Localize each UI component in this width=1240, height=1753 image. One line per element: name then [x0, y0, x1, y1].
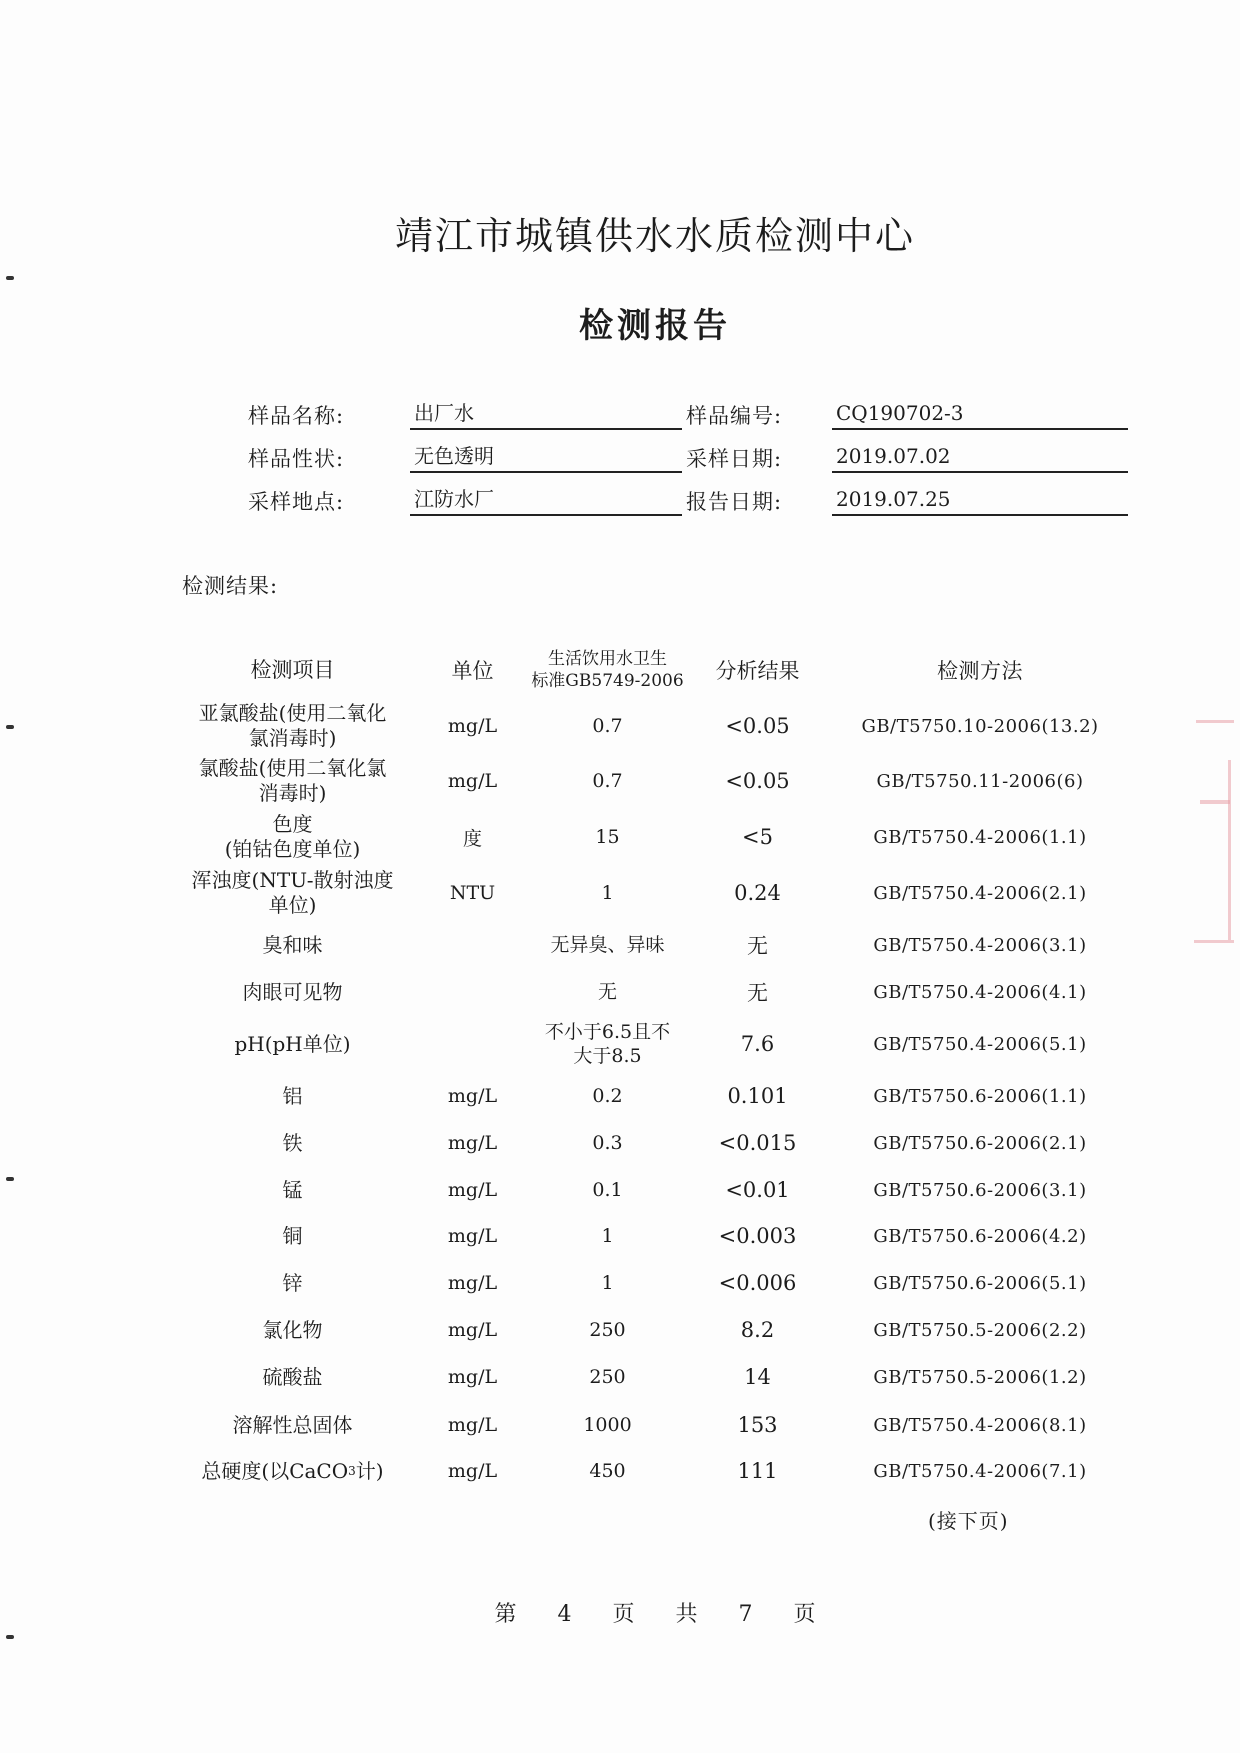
row-item-line2: 消毒时)	[258, 781, 327, 805]
page-word-2: 页	[612, 1602, 635, 1627]
row-item: 铁	[282, 1130, 303, 1155]
row-method: GB/T5750.5-2006(1.2)	[873, 1366, 1087, 1388]
row-method: GB/T5750.4-2006(8.1)	[873, 1414, 1087, 1436]
row-result: <0.003	[718, 1224, 797, 1248]
row-method: GB/T5750.4-2006(7.1)	[873, 1460, 1087, 1482]
row-item: 臭和味	[262, 932, 323, 957]
table-row	[0, 811, 1240, 863]
row-result: 无	[747, 934, 768, 958]
row-result: <0.05	[725, 714, 790, 738]
row-item: 肉眼可见物	[242, 979, 343, 1004]
row-item: 溶解性总固体	[232, 1412, 353, 1437]
row-standard: 0.7	[592, 770, 623, 792]
row-result: 7.6	[740, 1032, 775, 1056]
scan-mark	[6, 276, 14, 280]
row-item	[165, 811, 420, 863]
table-row	[0, 700, 1240, 752]
row-method: GB/T5750.4-2006(3.1)	[873, 934, 1087, 956]
row-standard: 1000	[583, 1414, 632, 1436]
row-item-line2: (铂钴色度单位)	[224, 837, 361, 861]
sample-id-label: 样品编号:	[686, 404, 783, 428]
row-result: <0.05	[725, 769, 790, 793]
row-standard-line2: 大于8.5	[573, 1045, 642, 1067]
page-word-4: 页	[793, 1602, 816, 1627]
sampling-date-value: 2019.07.02	[832, 443, 1128, 473]
table-row	[0, 1310, 1240, 1350]
row-item: 硫酸盐	[262, 1364, 323, 1389]
row-item-line2: 氯消毒时)	[248, 726, 337, 750]
current-page: 4	[557, 1602, 572, 1627]
table-row	[0, 755, 1240, 807]
row-unit	[420, 972, 525, 1012]
continued-note: (接下页)	[928, 1509, 1009, 1533]
row-result: 0.101	[727, 1084, 788, 1108]
scan-mark	[6, 725, 14, 729]
table-row	[0, 1263, 1240, 1303]
sample-name-value: 出厂水	[410, 400, 682, 430]
results-table-header	[0, 645, 1240, 695]
row-standard-line1: 不小于6.5且不	[544, 1021, 671, 1043]
row-item	[165, 1451, 420, 1491]
table-row	[0, 925, 1240, 965]
organization-title: 靖江市城镇供水水质检测中心	[394, 214, 915, 258]
row-method: GB/T5750.5-2006(2.2)	[873, 1319, 1087, 1341]
header-item: 检测项目	[250, 657, 335, 682]
seal-fragment	[1228, 760, 1231, 940]
seal-fragment	[1194, 940, 1234, 943]
row-method: GB/T5750.4-2006(1.1)	[873, 826, 1087, 848]
row-result: <5	[742, 825, 773, 849]
row-unit: mg/L	[447, 1179, 498, 1201]
row-item: pH(pH单位)	[234, 1031, 351, 1056]
sampling-date-label: 采样日期:	[686, 447, 783, 471]
row-item-line1: 氯酸盐(使用二氧化氯	[198, 756, 387, 780]
row-unit: mg/L	[447, 1132, 498, 1154]
row-unit: mg/L	[447, 715, 498, 737]
page-word-3: 共	[675, 1602, 698, 1627]
row-item-line1: 亚氯酸盐(使用二氧化	[198, 701, 387, 725]
header-standard	[525, 645, 690, 695]
row-method: GB/T5750.6-2006(5.1)	[873, 1272, 1087, 1294]
table-row	[0, 1451, 1240, 1491]
row-result: <0.01	[725, 1178, 790, 1202]
sample-name-label: 样品名称:	[248, 404, 345, 428]
row-standard: 0.2	[592, 1085, 623, 1107]
row-result: 14	[744, 1365, 771, 1389]
header-unit: 单位	[451, 659, 494, 683]
sample-appearance-label: 样品性状:	[248, 447, 345, 471]
row-standard: 无	[597, 981, 617, 1003]
row-standard: 250	[589, 1366, 626, 1388]
row-result: 153	[737, 1413, 778, 1437]
total-pages: 7	[738, 1602, 753, 1627]
table-row	[0, 1357, 1240, 1397]
header-result: 分析结果	[715, 659, 800, 683]
header-standard-line1: 生活饮用水卫生	[548, 649, 667, 669]
page-word-1: 第	[494, 1602, 517, 1627]
header-method: 检测方法	[937, 659, 1023, 683]
report-title: 检测报告	[579, 306, 731, 346]
report-date-label: 报告日期:	[686, 490, 783, 514]
row-unit: mg/L	[447, 1319, 498, 1341]
sampling-location-value: 江防水厂	[410, 486, 682, 516]
table-row	[0, 1017, 1240, 1071]
row-result: 0.24	[734, 881, 781, 905]
row-unit: mg/L	[447, 1272, 498, 1294]
sampling-location-label: 采样地点:	[248, 490, 345, 514]
sample-id-value: CQ190702-3	[832, 400, 1128, 430]
row-item: 锌	[282, 1270, 303, 1295]
row-unit	[420, 925, 525, 965]
row-result: <0.015	[718, 1131, 797, 1155]
table-row	[0, 867, 1240, 919]
row-item: 铜	[282, 1223, 303, 1248]
row-standard: 1	[601, 882, 614, 904]
row-result: 8.2	[740, 1318, 775, 1342]
row-standard: 1	[601, 1272, 614, 1294]
row-method: GB/T5750.6-2006(3.1)	[873, 1179, 1087, 1201]
row-standard: 250	[589, 1319, 626, 1341]
table-row	[0, 1216, 1240, 1256]
row-method: GB/T5750.4-2006(4.1)	[873, 981, 1087, 1003]
row-standard: 无异臭、异味	[550, 934, 665, 956]
row-unit: NTU	[449, 882, 496, 904]
row-unit: mg/L	[447, 1085, 498, 1107]
page-number	[0, 1597, 1240, 1628]
table-row	[0, 1076, 1240, 1116]
row-item: 锰	[282, 1177, 303, 1202]
scan-mark	[6, 1177, 14, 1181]
row-standard: 450	[589, 1460, 626, 1482]
row-result: <0.006	[718, 1271, 797, 1295]
row-method: GB/T5750.11-2006(6)	[876, 770, 1084, 792]
sample-appearance-value: 无色透明	[410, 443, 682, 473]
row-standard: 0.1	[592, 1179, 623, 1201]
report-date-value: 2019.07.25	[832, 486, 1128, 516]
row-item: 氯化物	[262, 1317, 323, 1342]
row-standard: 0.3	[592, 1132, 623, 1154]
row-method: GB/T5750.6-2006(2.1)	[873, 1132, 1087, 1154]
row-item-suffix: 计)	[355, 1458, 384, 1483]
row-item-line2: 单位)	[268, 893, 317, 917]
results-section-label: 检测结果:	[182, 574, 279, 598]
row-method: GB/T5750.6-2006(4.2)	[873, 1225, 1087, 1247]
seal-fragment	[1200, 800, 1230, 804]
row-item-subscript: 3	[348, 1463, 356, 1478]
row-item	[165, 700, 420, 752]
row-result: 无	[747, 981, 768, 1005]
row-item	[165, 867, 420, 919]
table-row	[0, 1405, 1240, 1445]
row-result: 111	[737, 1459, 778, 1483]
row-unit: mg/L	[447, 1460, 498, 1482]
row-unit: mg/L	[447, 1366, 498, 1388]
row-item: 铝	[282, 1083, 303, 1108]
row-item-prefix: 总硬度(以CaCO	[201, 1458, 349, 1483]
row-standard: 1	[601, 1225, 614, 1247]
row-unit	[420, 1017, 525, 1071]
row-method: GB/T5750.4-2006(5.1)	[873, 1033, 1087, 1055]
row-unit: mg/L	[447, 770, 498, 792]
row-unit: 度	[462, 827, 482, 850]
row-item-line1: 色度	[272, 812, 313, 836]
seal-fragment	[1196, 720, 1234, 723]
table-row	[0, 1170, 1240, 1210]
scan-mark	[6, 1635, 14, 1639]
row-standard	[525, 1017, 690, 1071]
row-standard: 0.7	[592, 715, 623, 737]
header-standard-line2: 标准GB5749-2006	[531, 671, 684, 691]
row-standard: 15	[595, 826, 620, 848]
row-unit: mg/L	[447, 1414, 498, 1436]
table-row	[0, 972, 1240, 1012]
row-unit: mg/L	[447, 1225, 498, 1247]
row-item-line1: 浑浊度(NTU-散射浊度	[191, 868, 394, 892]
row-method: GB/T5750.4-2006(2.1)	[873, 882, 1087, 904]
table-row	[0, 1123, 1240, 1163]
row-item	[165, 755, 420, 807]
row-method: GB/T5750.6-2006(1.1)	[873, 1085, 1087, 1107]
row-method: GB/T5750.10-2006(13.2)	[861, 715, 1099, 737]
